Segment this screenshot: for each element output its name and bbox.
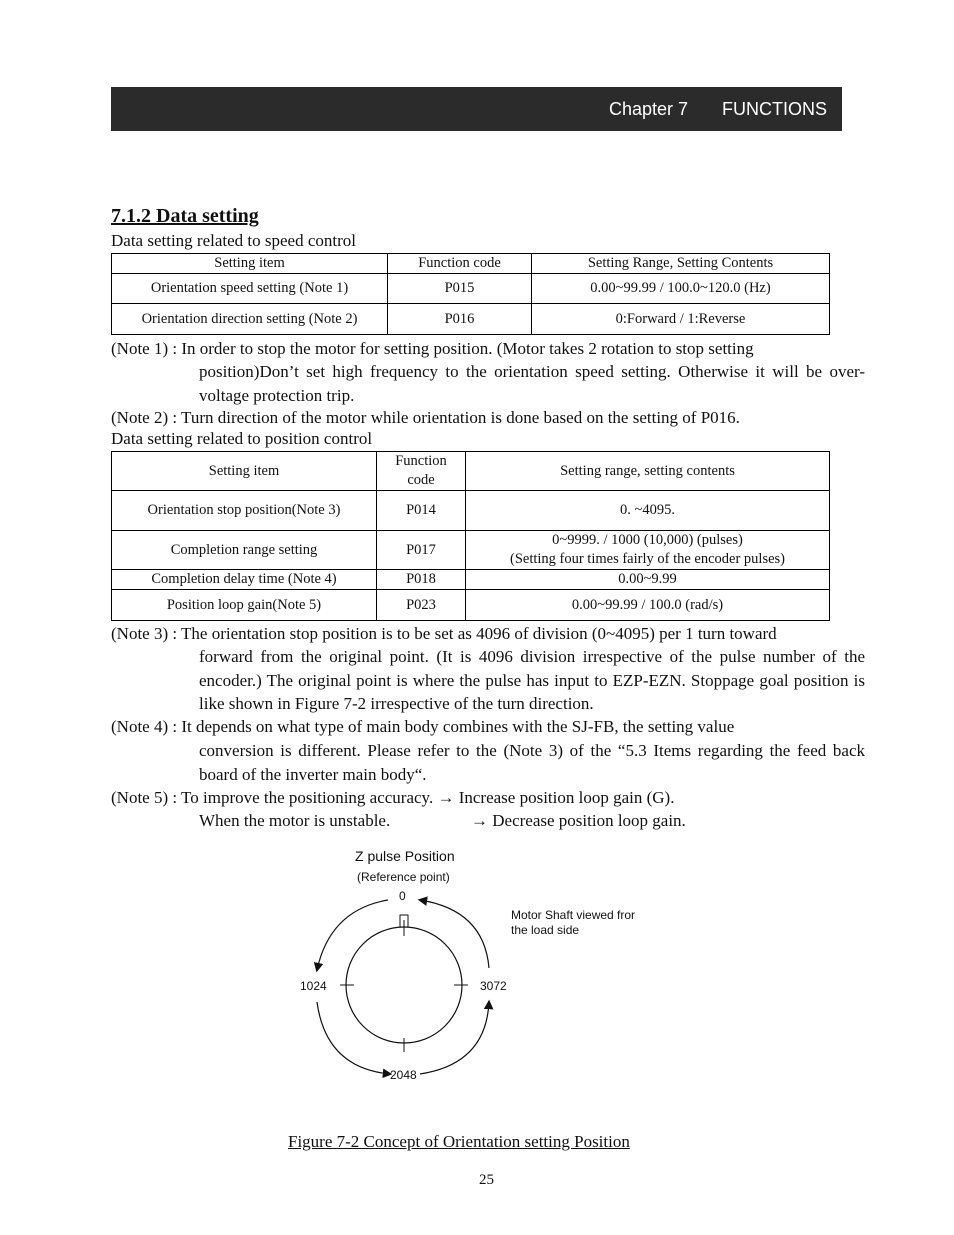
note-text: It depends on what type of main body combines with the SJ-FB, the setting value [181,717,735,736]
table-cell: P017 [377,531,466,570]
note-5-second-line [199,809,390,833]
table-cell: Position loop gain(Note 5) [112,590,377,621]
table-row [112,491,830,531]
table-header-cell: Function code [388,254,532,274]
diagram-title: Z pulse Position [355,848,455,864]
table-cell: 0.00~99.99 / 100.0~120.0 (Hz) [532,274,830,304]
note-5-second-result [471,809,686,833]
note-4 [111,715,871,739]
note-text: The orientation stop position is to be set as 4096 of division (0~4095) per 1 turn toward [181,624,777,643]
table-header-cell: Function code [377,452,466,491]
diagram-label-top: 0 [399,889,406,903]
table-cell-two-line [466,531,830,570]
page-number: 25 [479,1172,494,1188]
section-title: 7.1.2 Data setting [111,205,259,227]
table-cell: Orientation direction setting (Note 2) [112,304,388,335]
position-control-table [111,451,830,621]
note-label: (Note 1) : [111,339,178,358]
table-cell: P014 [377,491,466,531]
note-text: To improve the positioning accuracy. [181,788,434,807]
table-row [112,531,830,570]
table-cell: Completion delay time (Note 4) [112,570,377,590]
diagram-subtitle: (Reference point) [357,870,450,884]
table-cell: Completion range setting [112,531,377,570]
table-header-cell: Setting range, setting contents [466,452,830,491]
table-cell: 0. ~4095. [466,491,830,531]
speed-table-caption: Data setting related to speed control [111,231,356,250]
note-label: (Note 4) : [111,717,178,736]
diagram-side-note-line: Motor Shaft viewed fror [511,908,636,922]
table-cell: 0:Forward / 1:Reverse [532,304,830,335]
note-label: (Note 3) : [111,624,178,643]
cell-line: (Setting four times fairly of the encoder pulses) [509,551,786,567]
table-header-row [112,452,830,491]
table-cell: 0.00~99.99 / 100.0 (rad/s) [466,590,830,621]
note-3 [111,622,871,646]
table-cell: Orientation speed setting (Note 1) [112,274,388,304]
table-cell: P016 [388,304,532,335]
table-cell: 0.00~9.99 [466,570,830,590]
figure-caption: Figure 7-2 Concept of Orientation setting Position [288,1132,630,1151]
orientation-diagram [290,880,520,1080]
arrow-right-icon: → [471,811,488,830]
note-label: (Note 2) : [111,408,178,427]
note-1 [111,337,871,361]
table-cell: P018 [377,570,466,590]
table-cell: P015 [388,274,532,304]
note-4-continuation: conversion is different. Please refer to the (Note 3) of the “5.3 Items regarding the feed back board of the inverter main body“. [199,741,865,784]
note-5 [111,786,871,810]
diagram-label-right: 3072 [480,979,507,993]
motor-shaft-circle [346,927,462,1043]
table-row [112,274,830,304]
table-header-cell: Setting item [112,452,377,491]
note-text: In order to stop the motor for setting position. (Motor takes 2 rotation to stop setting [181,339,754,358]
note-text: Turn direction of the motor while orientation is done based on the setting of P016. [181,408,740,427]
speed-control-table [111,253,830,335]
note-3-continuation: forward from the original point. (It is 4096 division irrespective of the pulse number of the encoder.) The original point is where the pulse has input to EZP-EZN. Stoppage goal position is like shown in Figure 7-2 irrespective of the turn direction. [199,647,865,713]
note-1-continuation: position)Don’t set high frequency to the orientation speed setting. Otherwise it will be over-voltage protection trip. [199,362,865,405]
table-header-cell: Setting Range, Setting Contents [532,254,830,274]
note-text: When the motor is unstable. [199,811,391,830]
note-result: Increase position loop gain (G). [458,788,675,807]
chapter-label: Chapter 7 [609,99,689,119]
table-row [112,590,830,621]
position-table-caption: Data setting related to position control [111,429,373,448]
note-result: Decrease position loop gain. [492,811,686,830]
table-header-row [112,254,830,274]
diagram-side-note-line: the load side [511,923,580,937]
diagram-label-bottom: 2048 [390,1068,417,1082]
chapter-header-bar [111,87,842,131]
note-2 [111,406,871,430]
table-header-cell: Setting item [112,254,388,274]
diagram-label-left: 1024 [300,979,327,993]
table-cell: Orientation stop position(Note 3) [112,491,377,531]
note-label: (Note 5) : [111,788,178,807]
cell-line: 0~9999. / 1000 (10,000) (pulses) [552,532,743,548]
table-cell: P023 [377,590,466,621]
chapter-section-label: FUNCTIONS [722,99,827,119]
table-row [112,570,830,590]
arrow-right-icon: → [437,788,455,807]
table-row [112,304,830,335]
